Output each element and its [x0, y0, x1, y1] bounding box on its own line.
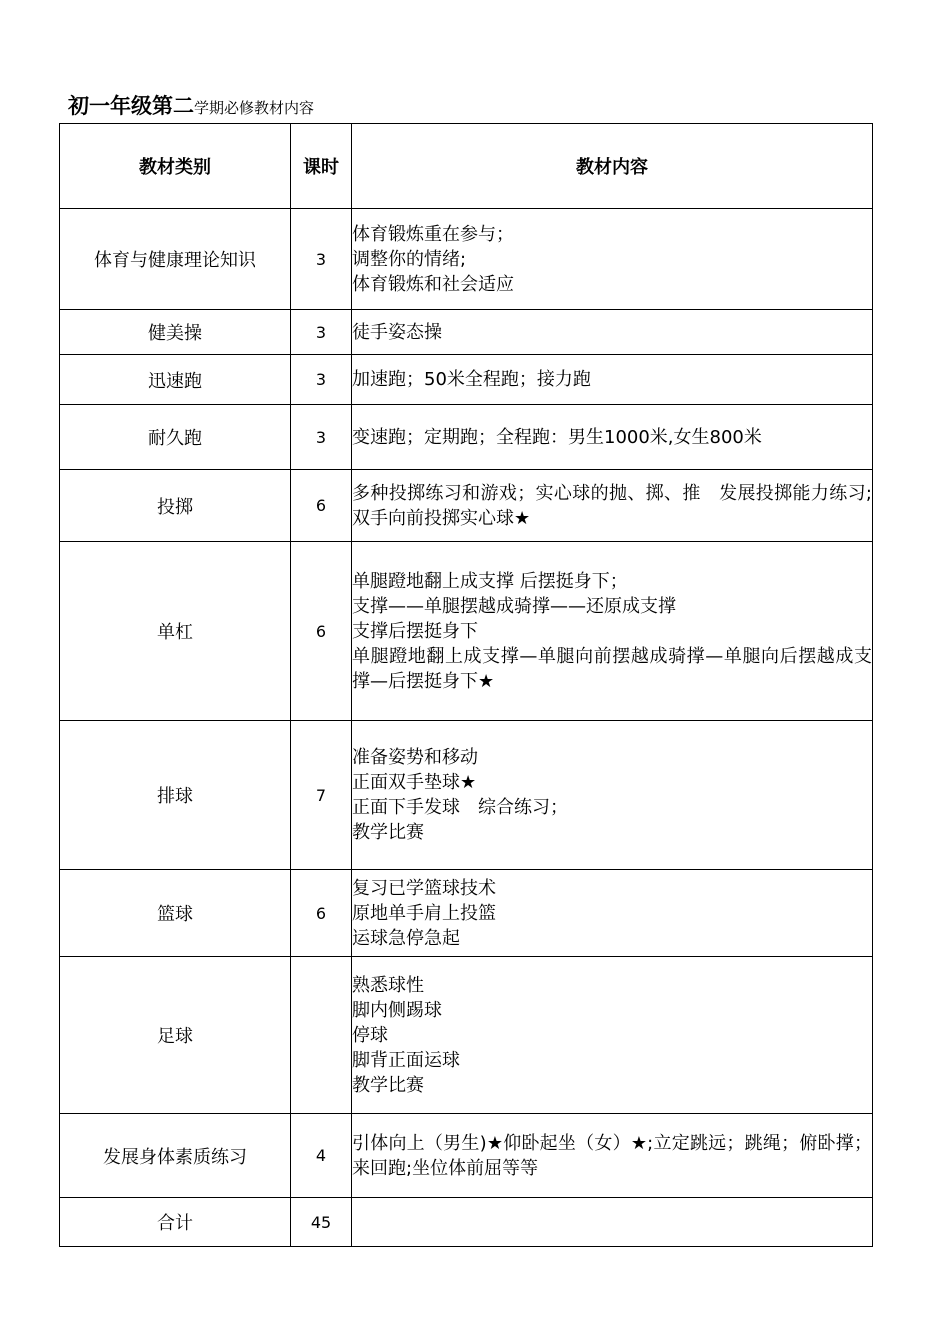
row-content [352, 310, 873, 355]
content-line: 变速跑；定期跑；全程跑：男生1000米,女生800米 [352, 426, 762, 448]
table-row [60, 542, 873, 721]
title-normal-part: 学期必修教材内容 [194, 99, 315, 117]
table-row [60, 1114, 873, 1198]
row-category: 排球 [60, 721, 291, 870]
row-hours: 3 [291, 209, 352, 310]
row-hours: 3 [291, 310, 352, 355]
row-content [352, 405, 873, 470]
content-line: 支撑——单腿摆越成骑撑——还原成支撑 [352, 595, 676, 617]
content-line: 加速跑；50米全程跑；接力跑 [352, 369, 591, 390]
content-line: 支撑后摆挺身下 [352, 620, 478, 642]
table-row [60, 470, 873, 542]
row-category: 篮球 [60, 870, 291, 957]
row-content [352, 721, 873, 870]
row-category: 耐久跑 [60, 405, 291, 470]
row-hours: 7 [291, 721, 352, 870]
table-row [60, 721, 873, 870]
content-line: 停球 [352, 1024, 388, 1046]
row-hours: 6 [291, 870, 352, 957]
content-line: 单腿蹬地翻上成支撑 后摆挺身下； [352, 570, 628, 592]
content-line: 调整你的情绪; [352, 248, 467, 270]
table-row [60, 355, 873, 405]
row-content [352, 1114, 873, 1198]
content-line: 正面双手垫球★ [352, 772, 477, 793]
content-line: 体育锻炼重在参与； [352, 223, 514, 245]
header-category: 教材类别 [60, 124, 291, 209]
title-bold-part: 初一年级第二 [68, 94, 194, 118]
row-hours: 4 [291, 1114, 352, 1198]
row-category: 体育与健康理论知识 [60, 209, 291, 310]
content-line: 正面下手发球 综合练习； [352, 797, 568, 818]
row-category: 单杠 [60, 542, 291, 721]
row-category: 合计 [60, 1198, 291, 1247]
content-line: 引体向上（男生)★仰卧起坐（女）★;立定跳远；跳绳；俯卧撑；来回跑;坐位体前屈等等 [352, 1132, 872, 1179]
row-content [352, 870, 873, 957]
content-line: 脚背正面运球 [352, 1049, 460, 1071]
table-row [60, 209, 873, 310]
row-content [352, 209, 873, 310]
row-content [352, 470, 873, 542]
table-row [60, 405, 873, 470]
content-line: 熟悉球性 [352, 974, 424, 996]
content-line: 徒手姿态操 [352, 321, 442, 343]
content-line: 体育锻炼和社会适应 [352, 273, 514, 295]
row-category: 足球 [60, 957, 291, 1114]
header-hours: 课时 [291, 124, 352, 209]
row-content [352, 1198, 873, 1247]
content-line: 教学比赛 [352, 1074, 424, 1096]
row-content [352, 542, 873, 721]
row-hours: 45 [291, 1198, 352, 1247]
table-row [60, 870, 873, 957]
row-hours: 6 [291, 470, 352, 542]
row-hours: 3 [291, 355, 352, 405]
row-content [352, 957, 873, 1114]
row-content [352, 355, 873, 405]
row-category: 投掷 [60, 470, 291, 542]
row-hours [291, 957, 352, 1114]
header-content: 教材内容 [352, 124, 873, 209]
row-category: 迅速跑 [60, 355, 291, 405]
content-line: 准备姿势和移动 [352, 747, 478, 768]
row-category: 健美操 [60, 310, 291, 355]
row-category: 发展身体素质练习 [60, 1114, 291, 1198]
content-line: 复习已学篮球技术 [352, 877, 496, 899]
row-hours: 3 [291, 405, 352, 470]
content-line: 运球急停急起 [352, 927, 460, 949]
document-title [68, 96, 314, 117]
table-row [60, 957, 873, 1114]
table-row [60, 310, 873, 355]
content-line: 脚内侧踢球 [352, 999, 442, 1021]
curriculum-table [59, 123, 873, 1247]
content-line: 单腿蹬地翻上成支撑—单腿向前摆越成骑撑—单腿向后摆越成支撑—后摆挺身下★ [352, 645, 872, 692]
content-line: 多种投掷练习和游戏；实心球的抛、掷、推 发展投掷能力练习;双手向前投掷实心球★ [352, 482, 872, 529]
content-line: 教学比赛 [352, 822, 424, 843]
content-line: 原地单手肩上投篮 [352, 902, 496, 924]
table-header-row [60, 124, 873, 209]
row-hours: 6 [291, 542, 352, 721]
table-row [60, 1198, 873, 1247]
